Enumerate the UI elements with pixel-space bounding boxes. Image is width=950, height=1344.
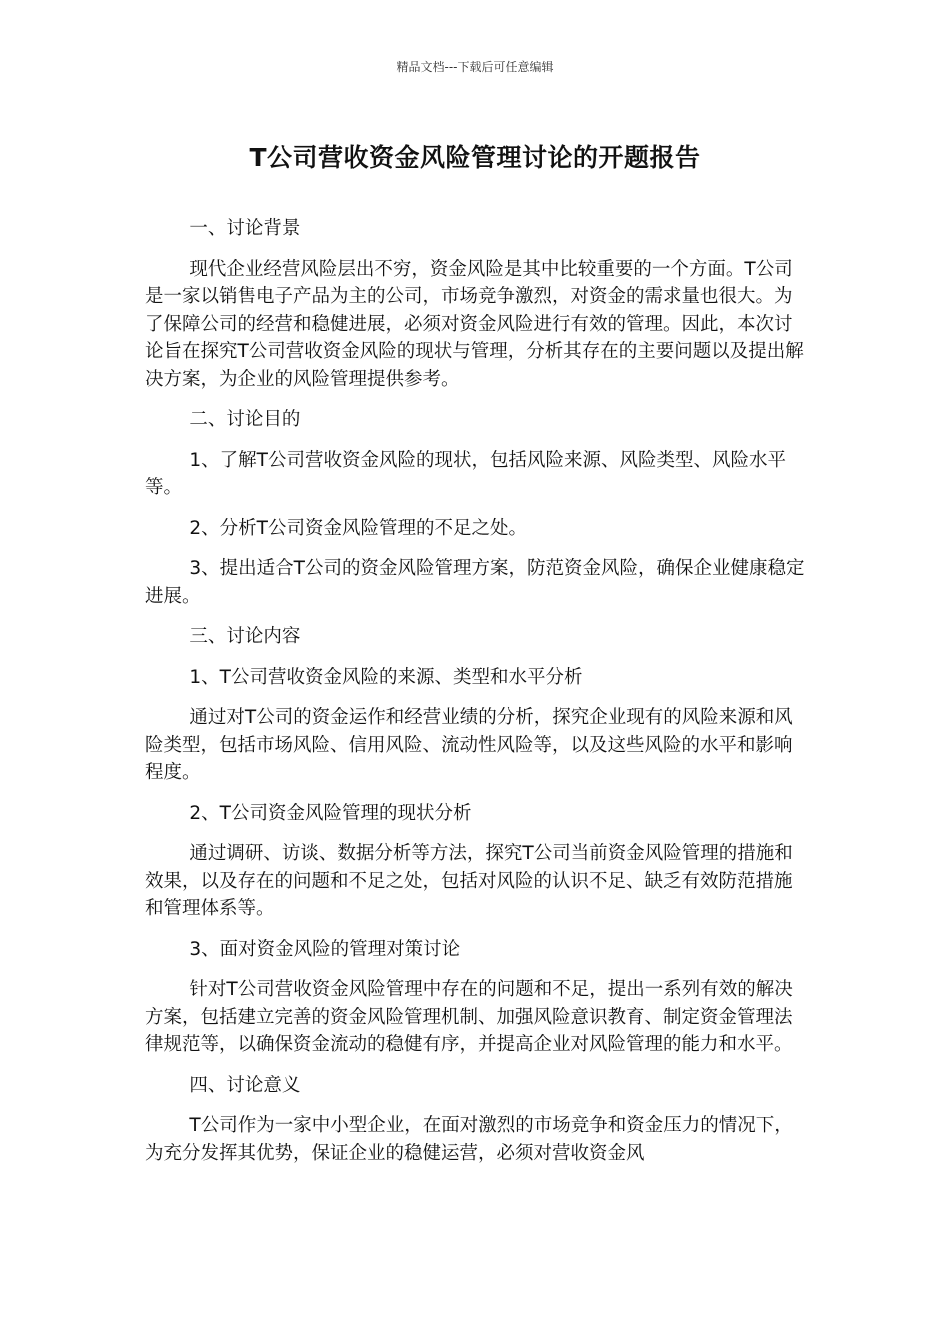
content-subheading-3: 3、面对资金风险的管理对策讨论 xyxy=(189,938,461,960)
document-body xyxy=(145,215,807,1180)
content-paragraph-1: 通过对T公司的资金运作和经营业绩的分析，探究企业现有的风险来源和风险类型，包括市场风险、信用风险、流动性风险等，以及这些风险的水平和影响程度。 xyxy=(145,707,793,783)
purpose-item-1: 1、了解T公司营收资金风险的现状，包括风险来源、风险类型、风险水平等。 xyxy=(145,449,786,498)
document-title: T公司营收资金风险管理讨论的开题报告 xyxy=(249,143,701,172)
content-subheading-1: 1、T公司营收资金风险的来源、类型和水平分析 xyxy=(189,666,583,688)
page-header-note: 精品文档---下载后可任意编辑 xyxy=(396,60,554,74)
section-heading-significance: 四、讨论意义 xyxy=(189,1074,301,1096)
content-paragraph-3: 针对T公司营收资金风险管理中存在的问题和不足，提出一系列有效的解决方案，包括建立完善的资金风险管理机制、加强风险意识教育、制定资金管理法律规范等，以确保资金流动的稳健有序，并提高企业对风险管理的能力和水平。 xyxy=(145,979,793,1055)
content-paragraph-2: 通过调研、访谈、数据分析等方法，探究T公司当前资金风险管理的措施和效果，以及存在的问题和不足之处，包括对风险的认识不足、缺乏有效防范措施和管理体系等。 xyxy=(145,843,793,919)
purpose-item-3: 3、提出适合T公司的资金风险管理方案，防范资金风险，确保企业健康稳定进展。 xyxy=(145,558,805,607)
paragraph-significance: T公司作为一家中小型企业，在面对激烈的市场竞争和资金压力的情况下，为充分发挥其优势，保证企业的稳健运营，必须对营收资金风 xyxy=(145,1115,793,1164)
paragraph-background: 现代企业经营风险层出不穷，资金风险是其中比较重要的一个方面。T公司是一家以销售电子产品为主的公司，市场竞争激烈，对资金的需求量也很大。为了保障公司的经营和稳健进展，必须对资金风险进行有效的管理。因此，本次讨论旨在探究T公司营收资金风险的现状与管理，分析其存在的主要问题以及提出解决方案，为企业的风险管理提供参考。 xyxy=(145,258,804,390)
section-heading-background: 一、讨论背景 xyxy=(189,218,301,239)
content-subheading-2: 2、T公司资金风险管理的现状分析 xyxy=(189,802,472,824)
purpose-item-2: 2、分析T公司资金风险管理的不足之处。 xyxy=(189,517,527,539)
section-heading-purpose: 二、讨论目的 xyxy=(189,409,301,430)
section-heading-content: 三、讨论内容 xyxy=(189,626,301,647)
